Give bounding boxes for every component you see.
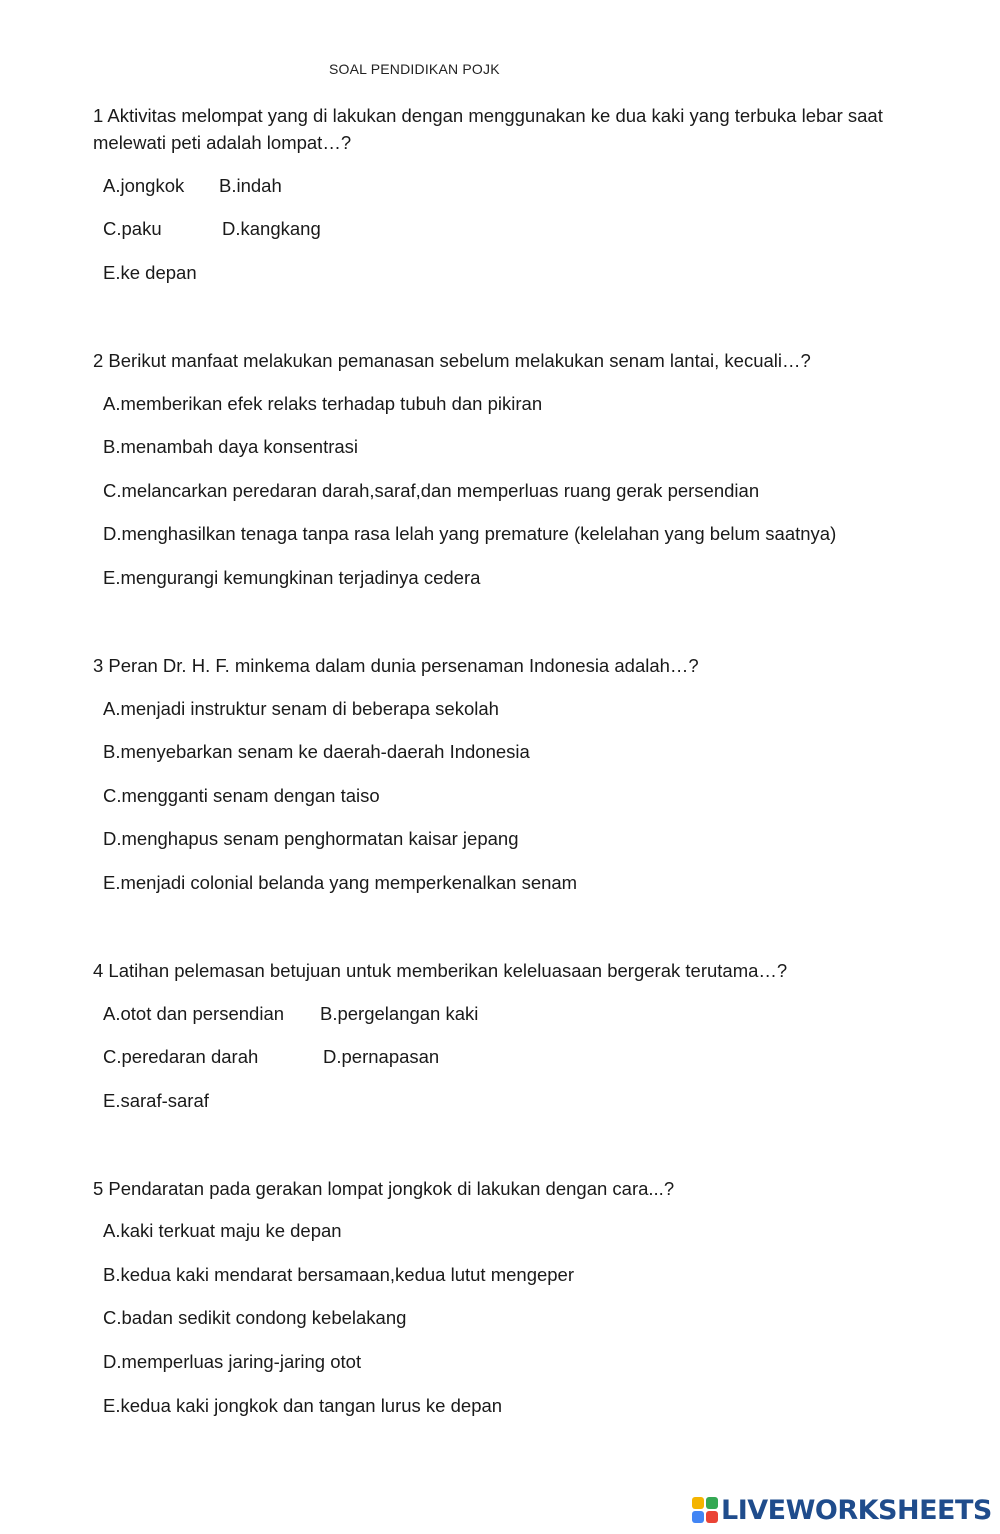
option-5e: E.kedua kaki jongkok dan tangan lurus ke depan (103, 1395, 503, 1416)
option-1c: C.paku (103, 218, 162, 239)
question-2: 2 Berikut manfaat melakukan pemanasan sebelum melakukan senam lantai, kecuali…? (93, 350, 811, 371)
option-1b: B.indah (219, 175, 282, 196)
option-5a: A.kaki terkuat maju ke depan (103, 1220, 342, 1241)
option-2d: D.menghasilkan tenaga tanpa rasa lelah yang premature (kelelahan yang belum saatnya) (103, 523, 837, 544)
option-4c: C.peredaran darah (103, 1046, 259, 1067)
logo-square-2 (706, 1497, 718, 1509)
option-4a: A.otot dan persendian (103, 1003, 285, 1024)
question-1: 1 Aktivitas melompat yang di lakukan dengan menggunakan ke dua kaki yang terbuka lebar saat melewati peti adalah lompat…? (93, 105, 883, 153)
question-3: 3 Peran Dr. H. F. minkema dalam dunia persenaman Indonesia adalah…? (93, 655, 699, 676)
question-5: 5 Pendaratan pada gerakan lompat jongkok di lakukan dengan cara...? (93, 1178, 675, 1199)
liveworksheets-logo-icon (692, 1497, 718, 1523)
logo-square-1 (692, 1497, 704, 1509)
page-title: SOAL PENDIDIKAN POJK (329, 61, 500, 77)
logo-square-3 (692, 1511, 704, 1523)
option-2c: C.melancarkan peredaran darah,saraf,dan memperluas ruang gerak persendian (103, 480, 760, 501)
option-1e: E.ke depan (103, 262, 197, 283)
option-2a: A.memberikan efek relaks terhadap tubuh dan pikiran (103, 393, 543, 414)
option-4b: B.pergelangan kaki (320, 1003, 479, 1024)
option-1d: D.kangkang (222, 218, 321, 239)
option-5b: B.kedua kaki mendarat bersamaan,kedua lutut mengeper (103, 1264, 575, 1285)
option-1a: A.jongkok (103, 175, 185, 196)
option-3b: B.menyebarkan senam ke daerah-daerah Indonesia (103, 741, 530, 762)
option-2b: B.menambah daya konsentrasi (103, 436, 359, 457)
question-4: 4 Latihan pelemasan betujuan untuk memberikan keleluasaan bergerak terutama…? (93, 960, 788, 981)
option-4d: D.pernapasan (323, 1046, 440, 1067)
option-5c: C.badan sedikit condong kebelakang (103, 1307, 407, 1328)
option-3d: D.menghapus senam penghormatan kaisar jepang (103, 828, 519, 849)
option-3a: A.menjadi instruktur senam di beberapa sekolah (103, 698, 499, 719)
option-3e: E.menjadi colonial belanda yang memperkenalkan senam (103, 872, 578, 893)
liveworksheets-logo[interactable] (692, 1494, 992, 1526)
option-4e: E.saraf-saraf (103, 1090, 209, 1111)
option-3c: C.mengganti senam dengan taiso (103, 785, 380, 806)
option-5d: D.memperluas jaring-jaring otot (103, 1351, 362, 1372)
logo-square-4 (706, 1511, 718, 1523)
liveworksheets-logo-text: LIVEWORKSHEETS (721, 1494, 992, 1526)
option-2e: E.mengurangi kemungkinan terjadinya cedera (103, 567, 481, 588)
